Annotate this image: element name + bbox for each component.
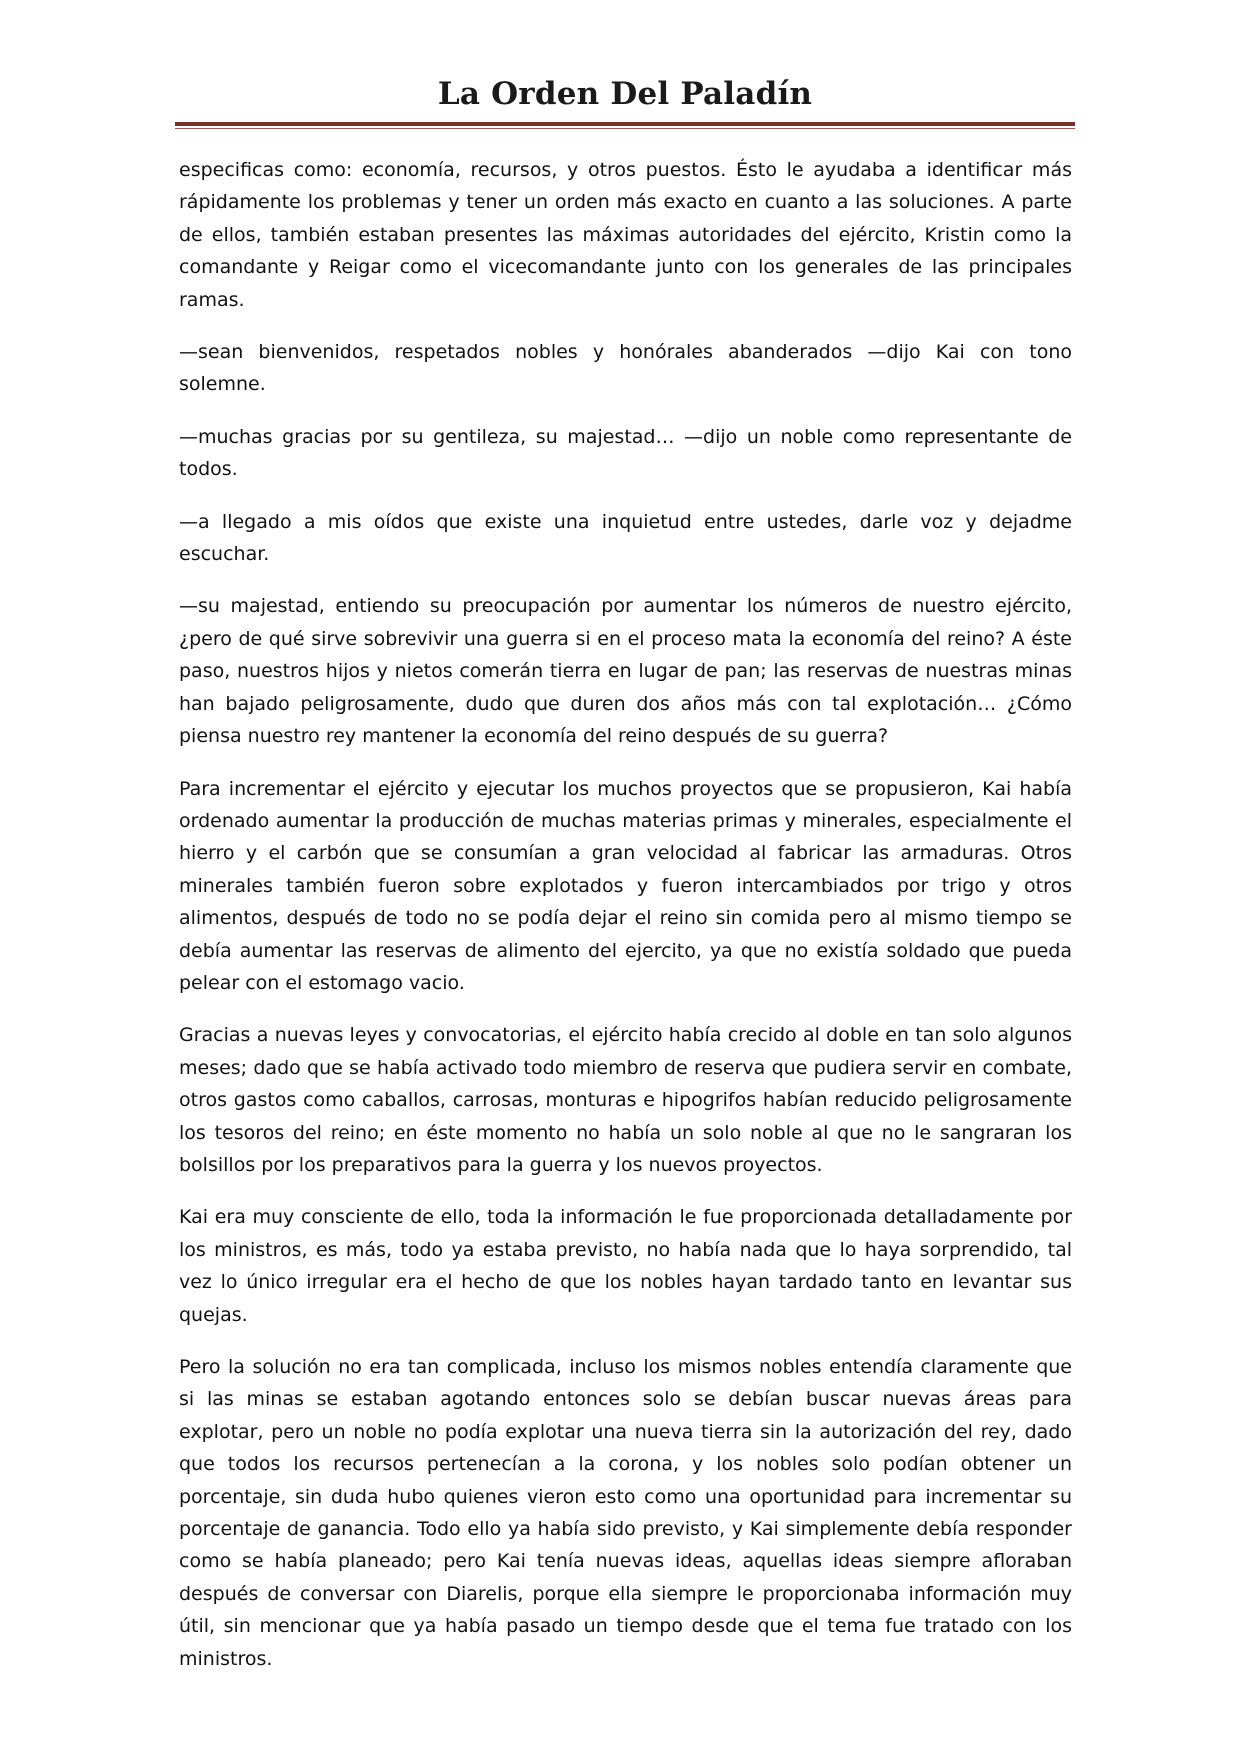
paragraph: —sean bienvenidos, respetados nobles y honórales abanderados —dijo Kai con tono solemne. — [179, 341, 1072, 396]
header-title: La Orden Del Paladín — [437, 76, 813, 112]
header-rule-thin — [175, 128, 1075, 129]
paragraph: Gracias a nuevas leyes y convocatorias, el ejército había crecido al doble en tan solo algunos meses; dado que se había activado todo miembro de reserva que pudiera servir en combate, otros gastos como caballos, carrosas, monturas e hipogrifos habían reducido peligrosamente los tesoros del reino; en éste momento no había un solo noble al que no le sangraran los bolsillos por los preparativos para la guerra y los nuevos proyectos. — [179, 1024, 1072, 1176]
paragraph: —su majestad, entiendo su preocupación por aumentar los números de nuestro ejército, ¿pero de qué sirve sobrevivir una guerra si en el proceso mata la economía del reino? A éste paso, nuestros hijos y nietos comerán tierra en lugar de pan; las reservas de nuestras minas han bajado peligrosamente, dudo que duren dos años más con tal explotación… ¿Cómo piensa nuestro rey mantener la economía del reino después de su guerra? — [179, 595, 1072, 748]
header-rule — [175, 122, 1075, 126]
paragraph: Para incrementar el ejército y ejecutar los muchos proyectos que se propusieron, Kai había ordenado aumentar la producción de muchas materias primas y minerales, especialmente el hierro y el carbón que se consumían a gran velocidad al fabricar las armaduras. Otros minerales también fueron sobre explotados y fueron intercambiados por trigo y otros alimentos, después de todo no se podía dejar el reino sin comida pero al mismo tiempo se debía aumentar las reservas de alimento del ejercito, ya que no existía soldado que pueda pelear con el estomago vacio. — [179, 777, 1072, 994]
paragraph: —muchas gracias por su gentileza, su majestad… —dijo un noble como representante de todos. — [179, 425, 1072, 481]
paragraph: especificas como: economía, recursos, y otros puestos. Ésto le ayudaba a identificar más rápidamente los problemas y tener un orden más exacto en cuanto a las soluciones. A parte de ellos, también estaban presentes las máximas autoridades del ejército, Kristin como la comandante y Reigar como el vicecomandante junto con los generales de las principales ramas. — [179, 159, 1072, 311]
paragraph: —a llegado a mis oídos que existe una inquietud entre ustedes, darle voz y dejadme escuchar. — [179, 510, 1072, 566]
paragraph: Kai era muy consciente de ello, toda la información le fue proporcionada detalladamente por los ministros, es más, todo ya estaba previsto, no había nada que lo haya sorprendido, tal vez lo único irregular era el hecho de que los nobles hayan tardado tanto en levantar sus quejas. — [179, 1206, 1072, 1326]
body-text — [179, 154, 1072, 1695]
page-header — [175, 70, 1075, 129]
paragraph: Pero la solución no era tan complicada, incluso los mismos nobles entendía claramente que si las minas se estaban agotando entonces solo se debían buscar nuevas áreas para explotar, pero un noble no podía explotar una nueva tierra sin la autorización del rey, dado que todos los recursos pertenecían a la corona, y los nobles solo podían obtener un porcentaje, sin duda hubo quienes vieron esto como una oportunidad para incrementar su porcentaje de ganancia. Todo ello ya había sido previsto, y Kai simplemente debía responder como se había planeado; pero Kai tenía nuevas ideas, aquellas ideas siempre afloraban después de conversar con Diarelis, porque ella siempre le proporcionaba información muy útil, sin mencionar que ya había pasado un tiempo desde que el tema fue tratado con los ministros. — [179, 1356, 1072, 1670]
